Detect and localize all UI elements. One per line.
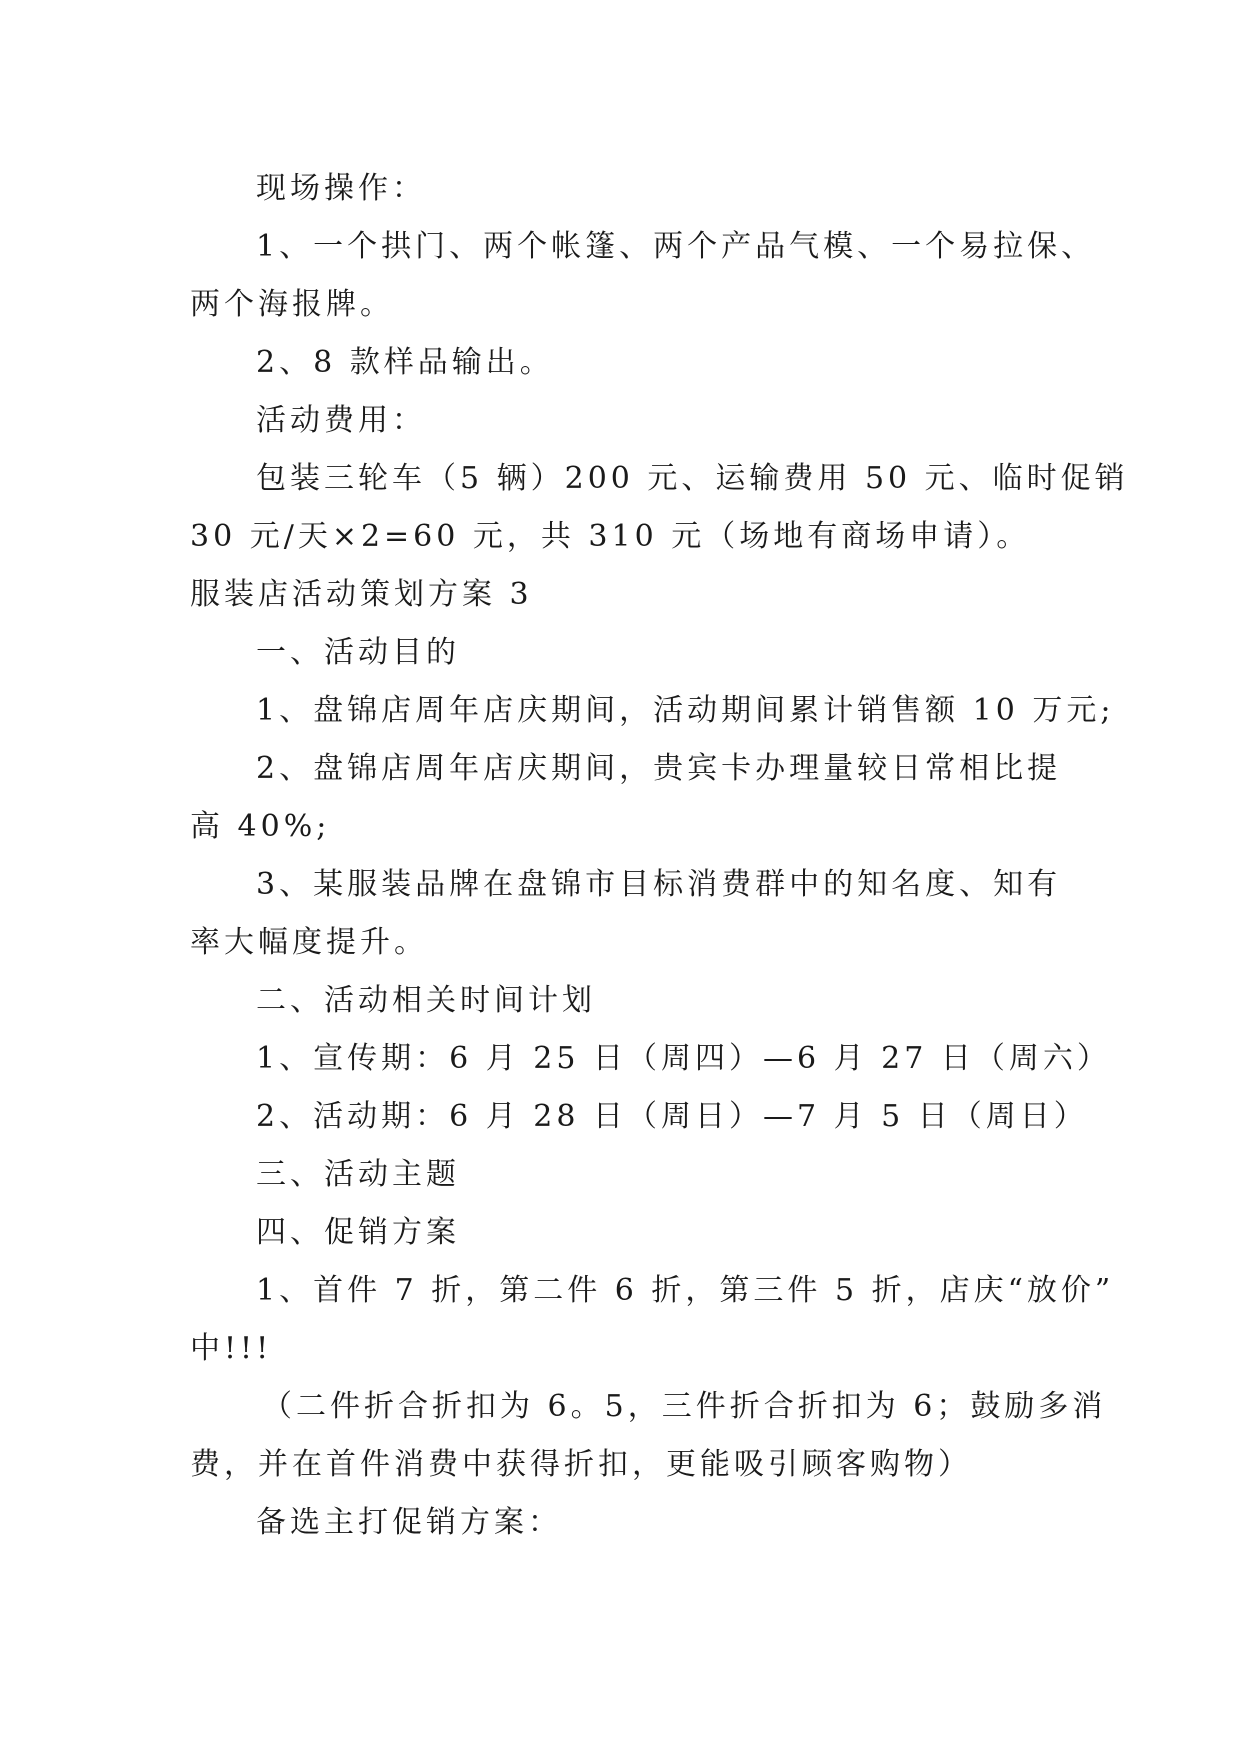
text-line: 1、一个拱门、两个帐篷、两个产品气模、一个易拉保、 bbox=[256, 229, 1096, 264]
text-line: 包装三轮车（5 辆）200 元、运输费用 50 元、临时促销 bbox=[256, 461, 1129, 496]
text-line: 高 40%; bbox=[190, 809, 331, 844]
text-line: 活动费用： bbox=[256, 403, 426, 438]
text-line: 率大幅度提升。 bbox=[190, 925, 428, 960]
text-line: 2、8 款样品输出。 bbox=[256, 345, 554, 380]
heading: 一、活动目的 bbox=[256, 635, 460, 670]
heading: 二、活动相关时间计划 bbox=[256, 983, 596, 1018]
text-line: 备选主打促销方案： bbox=[256, 1505, 562, 1540]
text-line: 两个海报牌。 bbox=[190, 287, 394, 322]
heading: 四、促销方案 bbox=[256, 1215, 460, 1250]
text-line: 30 元/天×2=60 元，共 310 元（场地有商场申请）。 bbox=[190, 519, 1031, 554]
text-line: 2、活动期：6 月 28 日（周日）—7 月 5 日（周日） bbox=[256, 1099, 1088, 1134]
text-line: 1、首件 7 折，第二件 6 折，第三件 5 折，店庆“放价” bbox=[256, 1273, 1115, 1308]
document-body bbox=[190, 160, 1129, 1552]
text-line: 1、盘锦店周年店庆期间，活动期间累计销售额 10 万元; bbox=[256, 693, 1115, 728]
text-line: 中!!! bbox=[190, 1331, 273, 1366]
text-line: （二件折合折扣为 6。5，三件折合折扣为 6；鼓励多消 bbox=[262, 1389, 1107, 1424]
text-line: 1、宣传期：6 月 25 日（周四）—6 月 27 日（周六） bbox=[256, 1041, 1111, 1076]
text-line: 费，并在首件消费中获得折扣，更能吸引顾客购物） bbox=[190, 1447, 972, 1482]
text-line: 现场操作： bbox=[256, 171, 426, 206]
text-line: 3、某服装品牌在盘锦市目标消费群中的知名度、知有 bbox=[256, 867, 1062, 902]
section-title: 服装店活动策划方案 3 bbox=[190, 577, 533, 612]
text-line: 2、盘锦店周年店庆期间，贵宾卡办理量较日常相比提 bbox=[256, 751, 1062, 786]
heading: 三、活动主题 bbox=[256, 1157, 460, 1192]
